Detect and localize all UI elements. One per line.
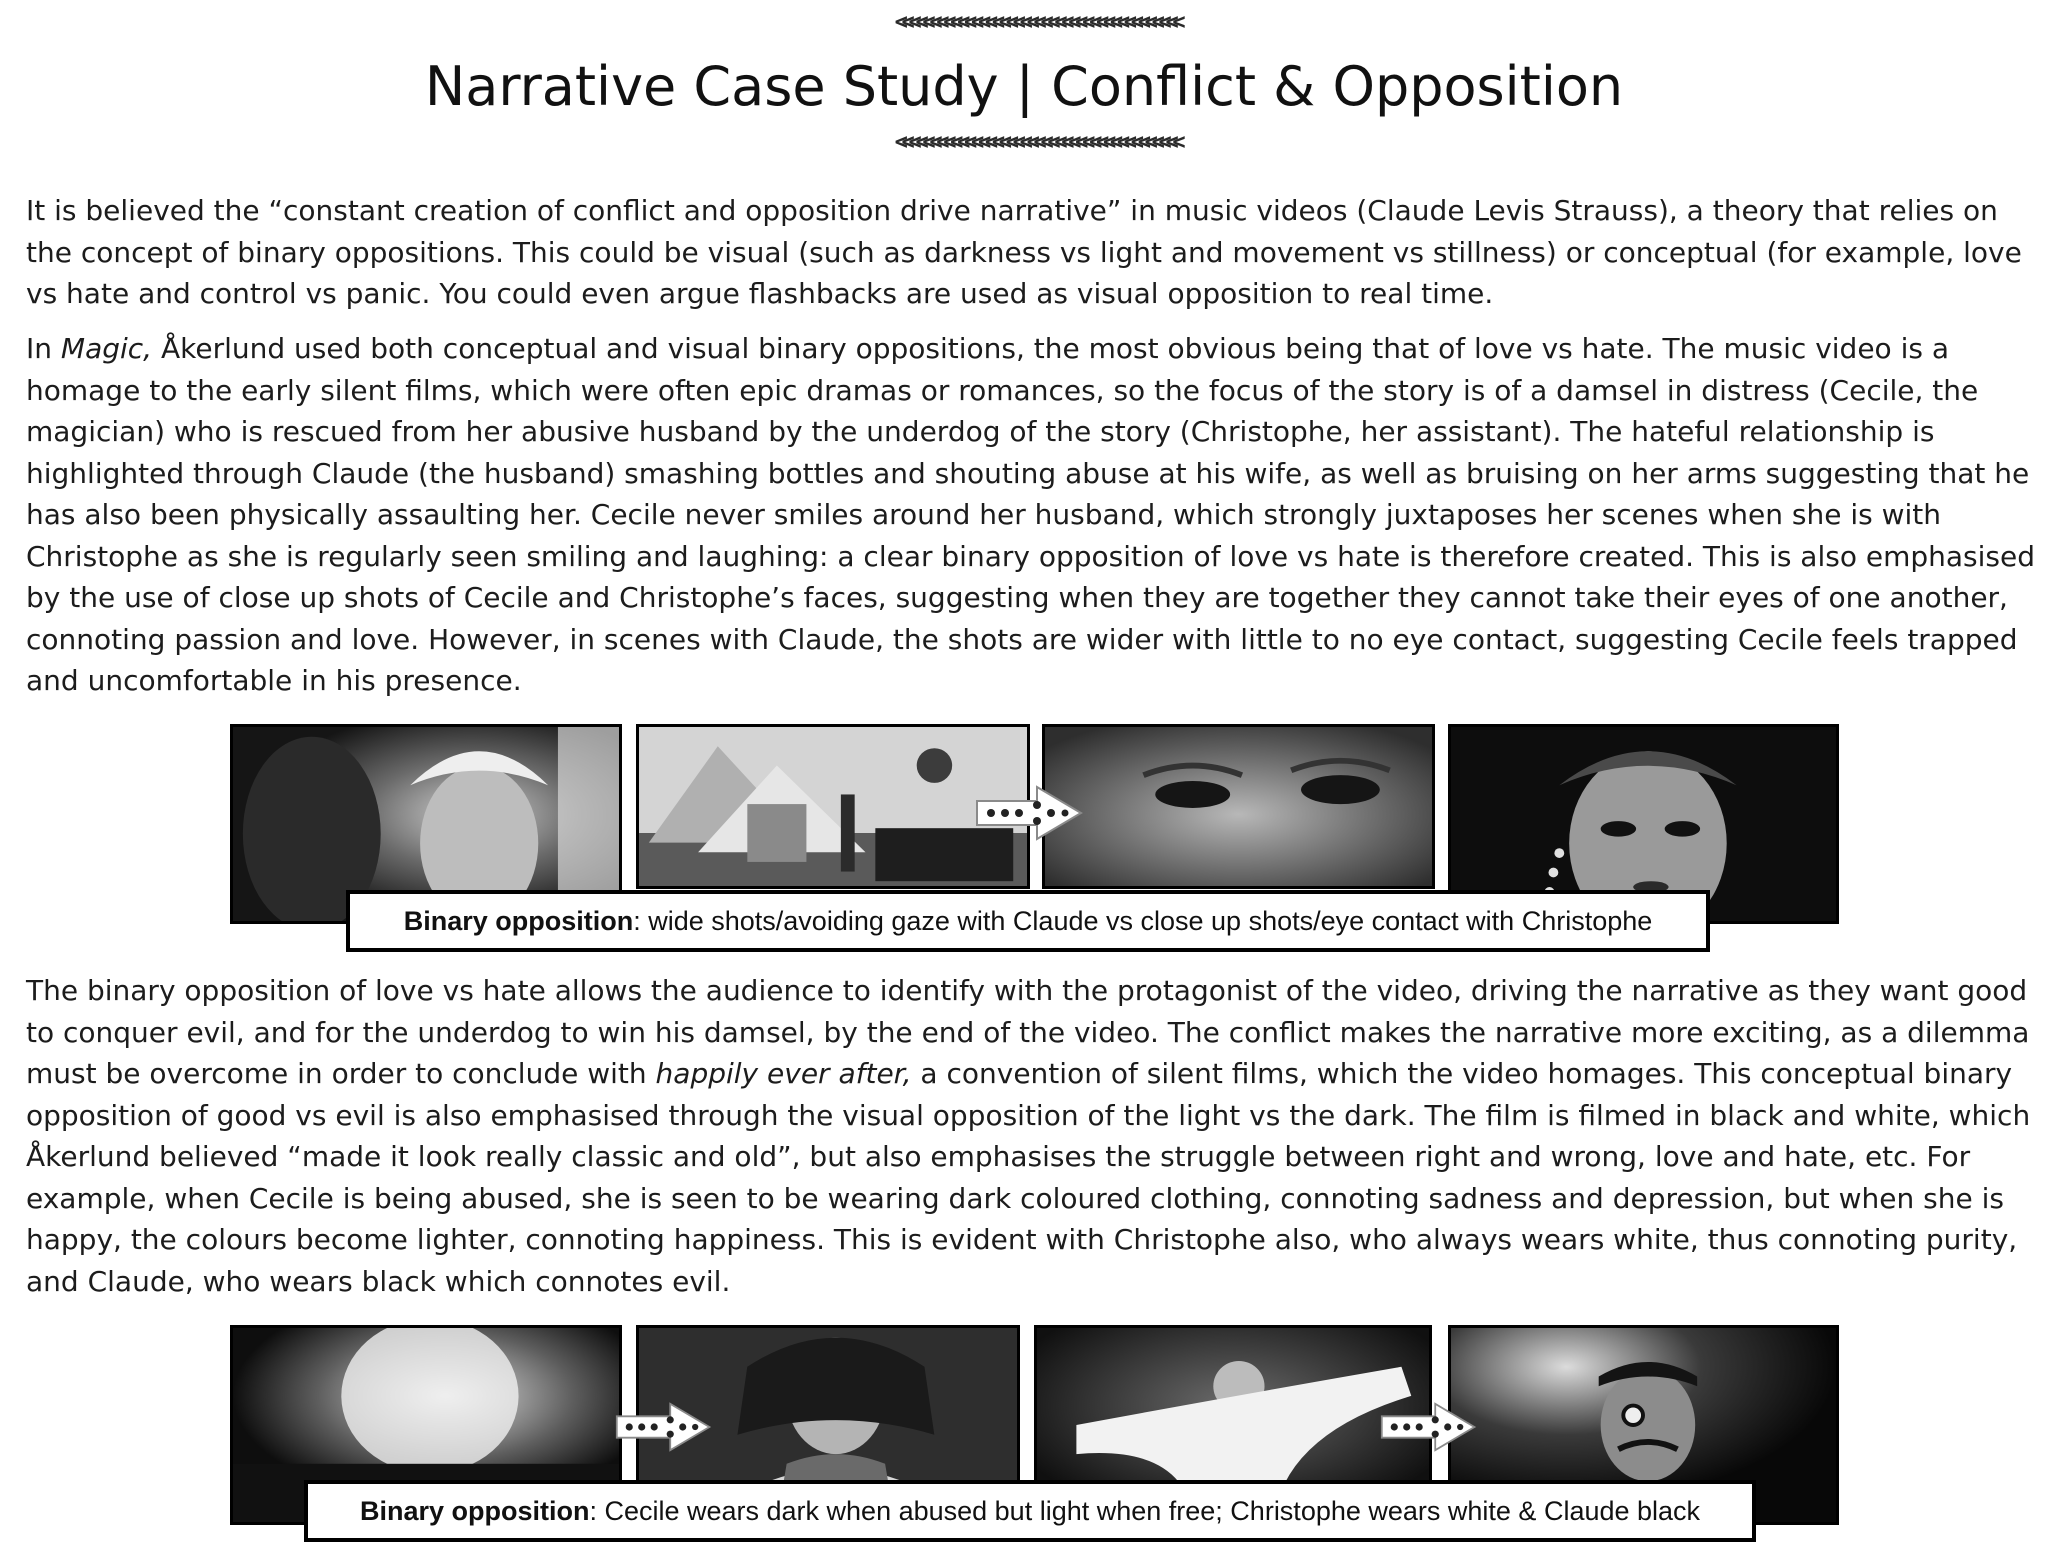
body2-after: a convention of silent films, which the video homages. This conceptual binary opposition of good vs evil is also emphasised through the visual opposition of the light vs the dark. The film is filmed in black and white, which Åkerlund believed “made it look really classic and old”, but also emphasises the struggle between right and wrong, love and hate, etc. For example, when Cecile is being abused, she is seen to be wearing dark coloured clothing, connoting sadness and depression, but when she is happy, the colours become lighter, connoting happiness. This is evident with Christophe also, who always wears white, thus connoting purity, and Claude, who wears black which connotes evil. <box>26 1057 2031 1298</box>
dotted-arrow-icon <box>615 1402 713 1452</box>
caption-1-text: : wide shots/avoiding gaze with Claude vs close up shots/eye contact with Christophe <box>633 906 1653 936</box>
caption-1-label: Binary opposition <box>403 906 634 936</box>
still-circus-tent-wide-shot <box>636 724 1030 889</box>
caption-2-label: Binary opposition <box>359 1496 590 1526</box>
body1-lead: In <box>26 332 61 365</box>
happily-ever-after-phrase: happily ever after, <box>655 1057 912 1090</box>
page-title: Narrative Case Study | Conflict & Opposition <box>424 55 1624 118</box>
caption-2 <box>304 1480 1756 1542</box>
body2-before: The binary opposition of love vs hate allows the audience to identify with the protagonist of the video, driving the narrative as they want good to conquer evil, and for the underdog to win his damsel, by the end of the video. The conflict makes the narrative more exciting, as a dilemma must be overcome in order to conclude with <box>26 974 2030 1090</box>
caption-1 <box>346 890 1710 952</box>
intro-paragraph: It is believed the “constant creation of conflict and opposition drive narrative” in music videos (Claude Levis Strauss), a theory that relies on the concept of binary oppositions. This could be visual (such as darkness vs light and movement vs stillness) or conceptual (for example, love vs hate and control vs panic. You could even argue flashbacks are used as visual opposition to real time. <box>26 194 2022 310</box>
film-title: Magic, <box>60 332 153 365</box>
dotted-arrow-icon <box>975 785 1085 841</box>
still-christophe-eyes-closeup <box>1042 724 1435 889</box>
caption-2-text: : Cecile wears dark when abused but light when free; Christophe wears white & Claude black <box>589 1496 1701 1526</box>
body-paragraph-1 <box>26 328 2036 702</box>
top-chevron-divider: <<<<<<<<<<<<<<<<<<<<<<<<<<<<<<<<<<<<<<<<< <box>894 12 1180 34</box>
bottom-chevron-divider: <<<<<<<<<<<<<<<<<<<<<<<<<<<<<<<<<<<<<<<<< <box>894 132 1180 154</box>
body-paragraph-2 <box>26 970 2036 1302</box>
dotted-arrow-icon <box>1380 1402 1478 1452</box>
body1-text: Åkerlund used both conceptual and visual binary oppositions, the most obvious being that of love vs hate. The music video is a homage to the early silent films, which were often epic dramas or romances, so the focus of the story is of a damsel in distress (Cecile, the magician) who is rescued from her abusive husband by the underdog of the story (Christophe, her assistant). The hateful relationship is highlighted through Claude (the husband) smashing bottles and shouting abuse at his wife, as well as bruising on her arms suggesting that he has also been physically assaulting her. Cecile never smiles around her husband, which strongly juxtaposes her scenes when she is with Christophe as she is regularly seen smiling and laughing: a clear binary opposition of love vs hate is therefore created. This is also emphasised by the use of close up shots of Cecile and Christophe’s faces, suggesting when they are together they cannot take their eyes of one another, connoting passion and love. However, in scenes with Claude, the shots are wider with little to no eye contact, suggesting Cecile feels trapped and uncomfortable in his presence. <box>26 332 2035 697</box>
